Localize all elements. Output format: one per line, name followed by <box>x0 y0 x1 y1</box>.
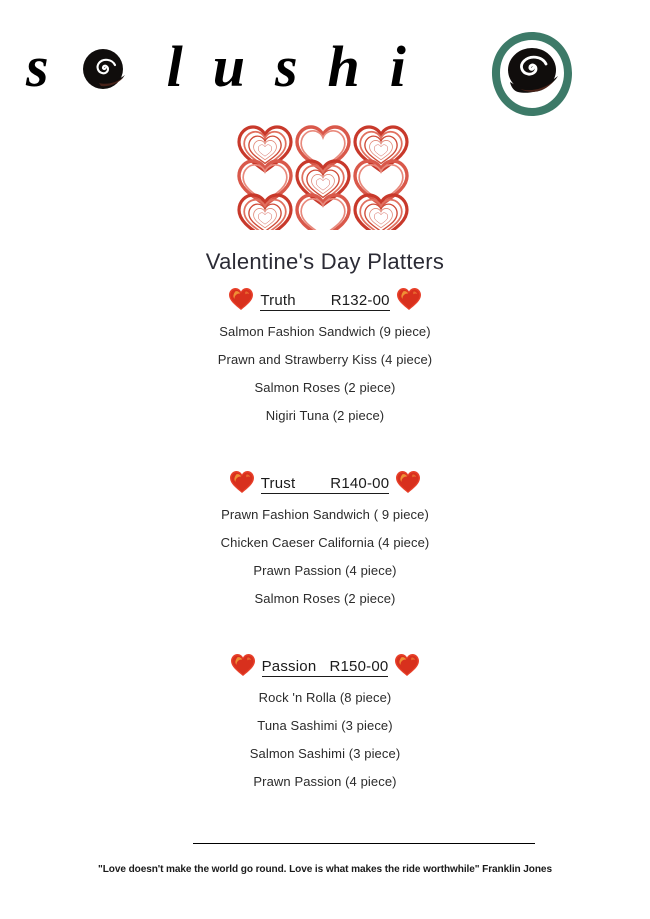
platter-item: Salmon Roses (2 piece) <box>254 380 396 395</box>
platter-heading-text: Trust R140-00 <box>260 474 390 492</box>
solushi-swirl-letter-icon <box>79 41 137 93</box>
heart-icon <box>396 287 422 311</box>
platter-item: Rock 'n Rolla (8 piece) <box>258 690 392 705</box>
footer-quote: "Love doesn't make the world go round. Love is what makes the ride worthwhile" Franklin Jones <box>98 863 552 875</box>
platter-section <box>0 469 650 606</box>
platter-section <box>0 286 650 423</box>
platter-item: Tuna Sashimi (3 piece) <box>257 718 393 733</box>
heart-icon <box>230 653 256 677</box>
page-title: Valentine's Day Platters <box>205 249 445 274</box>
wordmark-suffix: lushi <box>166 34 436 99</box>
hearts-row-3 <box>239 195 407 230</box>
platter-heading <box>0 469 650 499</box>
wordmark-prefix: s <box>26 34 79 99</box>
platter-item-list <box>0 691 650 789</box>
hearts-row-2 <box>239 161 407 205</box>
platter-heading-text: Truth R132-00 <box>260 291 390 309</box>
platter-item: Prawn Fashion Sandwich ( 9 piece) <box>221 507 429 522</box>
platter-item: Salmon Sashimi (3 piece) <box>249 746 401 761</box>
sketched-hearts-grid-icon <box>236 124 414 230</box>
platter-heading <box>0 286 650 316</box>
page-header <box>0 22 650 122</box>
platter-item: Salmon Fashion Sandwich (9 piece) <box>219 324 431 339</box>
platter-item-list <box>0 508 650 606</box>
platter-item: Prawn and Strawberry Kiss (4 piece) <box>217 352 433 367</box>
platter-item-list <box>0 325 650 423</box>
platter-item: Chicken Caeser California (4 piece) <box>220 535 430 550</box>
heart-icon <box>229 470 255 494</box>
footer-divider <box>193 843 535 844</box>
platter-item: Salmon Roses (2 piece) <box>254 591 396 606</box>
platter-item: Prawn Passion (4 piece) <box>253 774 397 789</box>
heart-icon <box>228 287 254 311</box>
platter-section <box>0 652 650 789</box>
platter-heading <box>0 652 650 682</box>
platter-item: Prawn Passion (4 piece) <box>253 563 397 578</box>
heart-icon <box>395 470 421 494</box>
heart-icon <box>394 653 420 677</box>
solushi-logo-badge-icon <box>486 28 578 120</box>
platter-item: Nigiri Tuna (2 piece) <box>265 408 385 423</box>
hearts-row-1 <box>239 127 407 171</box>
platter-heading-text: Passion R150-00 <box>261 657 389 675</box>
brand-wordmark <box>26 36 436 98</box>
